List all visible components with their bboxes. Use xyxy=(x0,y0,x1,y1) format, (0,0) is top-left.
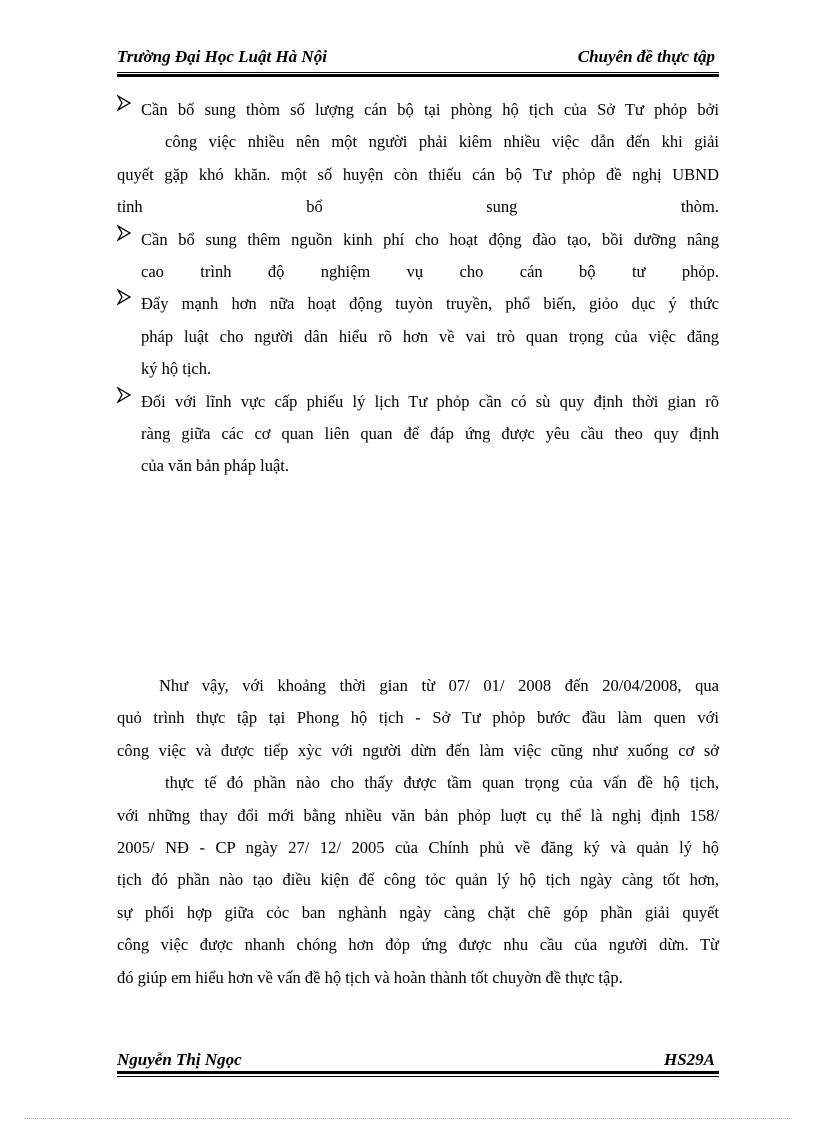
page-header xyxy=(117,44,719,72)
recommendation-list xyxy=(117,94,719,483)
header-subject: Chuyên đề thực tập xyxy=(577,47,715,66)
footer-rule-thin xyxy=(117,1076,719,1077)
paragraph-line: quỏ trình thực tập tại Phong hộ tịch - Sở Tư phỏp bước đầu làm quen với xyxy=(117,708,719,728)
list-item-line: Cần bổ sung thòm số lượng cán bộ tại phòng hộ tịch của Sở Tư phỏp bởi xyxy=(141,100,719,119)
list-item-line: Đẩy mạnh hơn nữa hoạt động tuyòn truyền, phổ biến, giỏo dục ý thức xyxy=(141,294,719,314)
paragraph-line: sự phối hợp giữa cỏc ban nghành ngày càng chặt chẽ góp phần giải quyết xyxy=(117,902,719,922)
list-item-line: của văn bản pháp luật. xyxy=(141,456,289,476)
list-item-line: ký hộ tịch. xyxy=(141,359,212,379)
arrowhead-bullet-icon xyxy=(117,95,133,115)
header-rule-thin xyxy=(117,72,719,73)
page-edge-dotted-line xyxy=(24,1118,792,1120)
header-rule-thick xyxy=(117,74,719,77)
paragraph-line: Như vậy, với khoảng thời gian từ 07/ 01/ 2008 đến 20/04/2008, qua xyxy=(159,676,719,695)
paragraph-line: thực tế đó phần nào cho thấy được tầm quan trọng của vấn đề hộ tịch, xyxy=(165,773,719,793)
paragraph-line: với những thay đổi mới bằng nhiều văn bản phỏp luợt cụ thể là nghị định 158/ xyxy=(117,805,719,825)
paragraph-line: công việc và được tiếp xỳc với người dừn đến làm việc cũng như xuống cơ sở xyxy=(117,740,719,760)
list-item xyxy=(117,386,719,483)
header-university: Trường Đại Học Luật Hà Nội xyxy=(117,47,327,66)
paragraph-line: đó giúp em hiểu hơn về vấn đề hộ tịch và hoàn thành tốt chuyờn đề thực tập. xyxy=(117,967,623,987)
list-item-line: quyết gặp khó khăn. một số huyện còn thiếu cán bộ Tư phỏp đề nghị UBND xyxy=(117,164,719,184)
footer-class: HS29A xyxy=(663,1050,715,1069)
footer-author: Nguyễn Thị Ngọc xyxy=(117,1050,242,1069)
paragraph-line: tịch đó phần nào tạo điều kiện để công tỏc quản lý hộ tịch ngày càng tốt hơn, xyxy=(117,870,719,890)
list-item xyxy=(117,288,719,385)
list-item-line: công việc nhiều nên một người phải kiêm nhiều việc dẫn đến khi giải xyxy=(165,132,719,152)
paragraph-line: 2005/ NĐ - CP ngày 27/ 12/ 2005 của Chính phủ về đăng ký và quản lý hộ xyxy=(117,837,719,857)
paragraph-line: công việc được nhanh chóng hơn đỏp ứng được nhu cầu của người dừn. Từ xyxy=(117,935,719,955)
list-item-line: cao trình độ nghiệm vụ cho cán bộ tư phỏp. xyxy=(141,261,719,281)
conclusion-paragraph xyxy=(117,670,719,994)
list-item-line: Cần bổ sung thêm nguồn kinh phí cho hoạt động đào tạo, bồi dưỡng nâng xyxy=(141,229,719,249)
arrowhead-bullet-icon xyxy=(117,225,133,245)
list-item xyxy=(117,94,719,224)
list-item-line: pháp luật cho người dân hiểu rõ hơn về vai trò quan trọng của việc đăng xyxy=(141,326,719,346)
footer-rule-thick xyxy=(117,1071,719,1074)
arrowhead-bullet-icon xyxy=(117,289,133,309)
arrowhead-bullet-icon xyxy=(117,387,133,407)
list-item-line: ràng giữa các cơ quan liên quan để đáp ứng được yêu cầu theo quy định xyxy=(141,423,719,443)
document-page xyxy=(117,44,719,1069)
list-item-line: tỉnh bổ sung thòm. xyxy=(117,197,719,217)
list-item-line: Đối với lĩnh vực cấp phiếu lý lịch Tư phỏp cần có sù quy định thời gian rõ xyxy=(141,391,719,411)
list-item xyxy=(117,224,719,289)
